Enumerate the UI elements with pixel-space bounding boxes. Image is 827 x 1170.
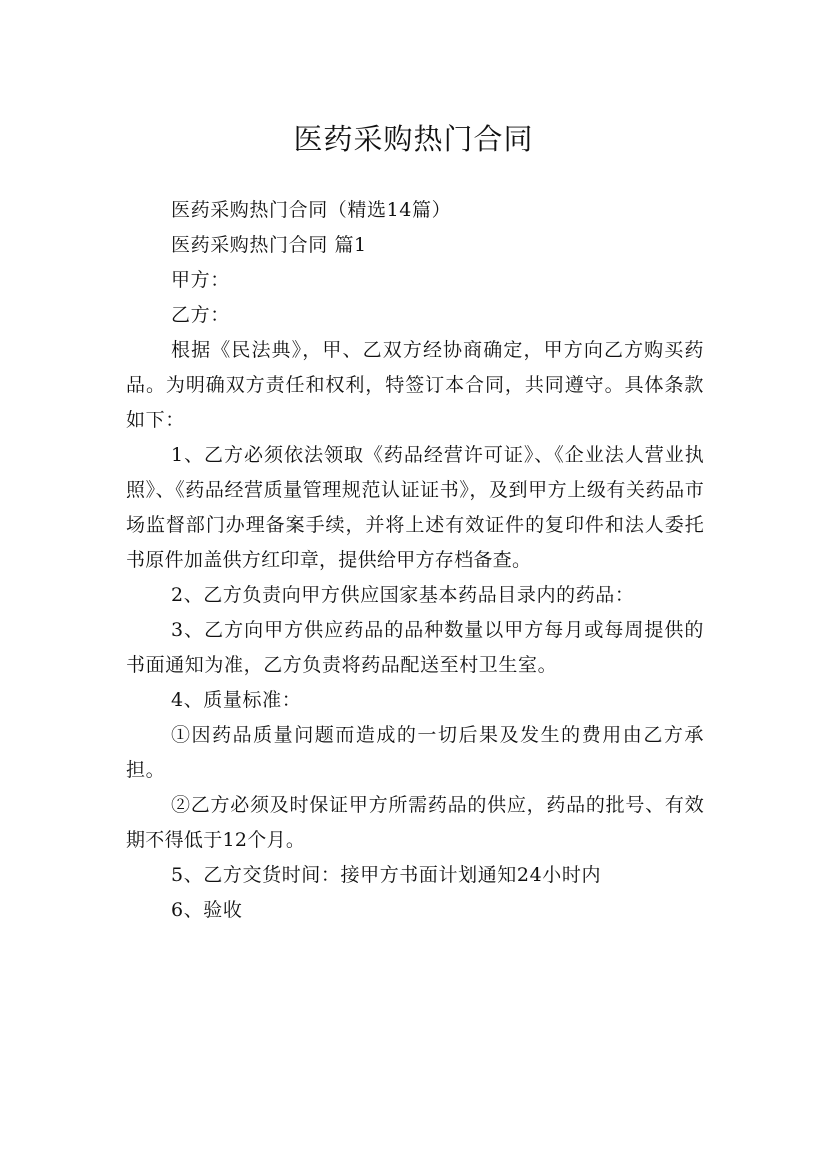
paragraph-party-b: 乙方： [171, 304, 230, 326]
document-body [126, 193, 704, 928]
paragraph-clause-1: 1、乙方必须依法领取《药品经营许可证》、《企业法人营业执照》、《药品经营质量管理规范认证证书》，及到甲方上级有关药品市场监督部门办理备案手续，并将上述有效证件的复印件和法人委托书原件加盖供方红印章，提供给甲方存档备查。 [126, 444, 704, 571]
paragraph-clause-2: 2、乙方负责向甲方供应国家基本药品目录内的药品： [171, 584, 635, 606]
document-title: 医药采购热门合同 [293, 122, 534, 157]
paragraph-subtitle: 医药采购热门合同（精选14篇） [171, 199, 452, 221]
paragraph-section-heading: 医药采购热门合同 篇1 [171, 234, 367, 256]
paragraph-quality-item-1: ①因药品质量问题而造成的一切后果及发生的费用由乙方承担。 [126, 724, 704, 781]
paragraph-clause-6: 6、验收 [171, 899, 243, 921]
paragraph-clause-5: 5、乙方交货时间：接甲方书面计划通知24小时内 [171, 864, 602, 886]
paragraph-quality-item-2: ②乙方必须及时保证甲方所需药品的供应，药品的批号、有效期不得低于12个月。 [126, 794, 704, 851]
paragraph-clause-4: 4、质量标准： [171, 689, 302, 711]
paragraph-preamble: 根据《民法典》，甲、乙双方经协商确定，甲方向乙方购买药品。为明确双方责任和权利，特签订本合同，共同遵守。具体条款如下： [126, 339, 704, 431]
paragraph-party-a: 甲方： [171, 269, 230, 291]
paragraph-clause-3: 3、乙方向甲方供应药品的品种数量以甲方每月或每周提供的书面通知为准，乙方负责将药品配送至村卫生室。 [126, 619, 704, 676]
